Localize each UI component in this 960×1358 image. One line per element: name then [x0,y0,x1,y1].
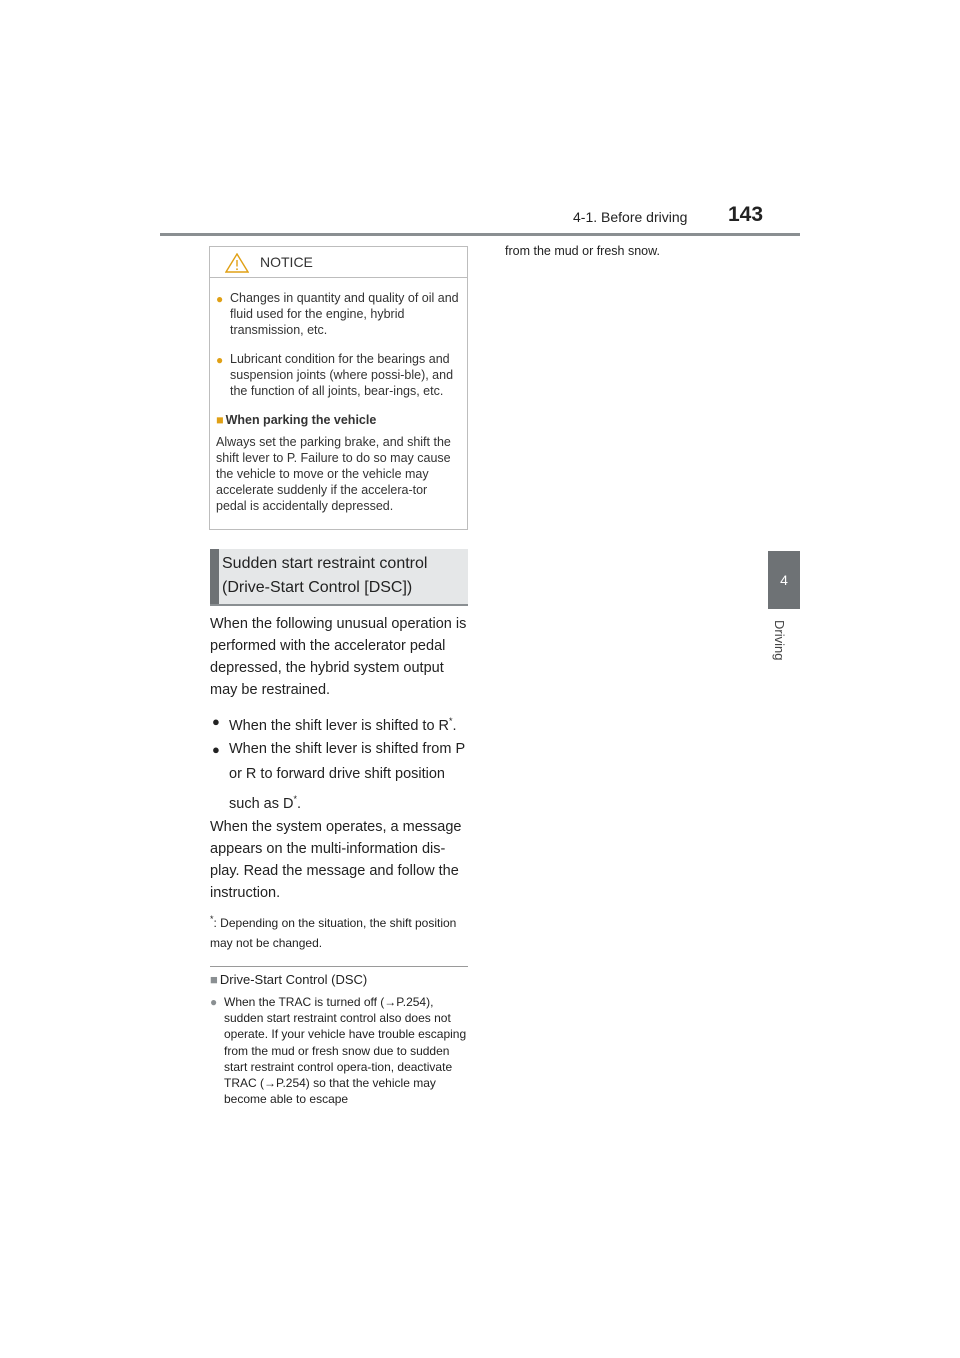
bullet-text: When the shift lever is shifted from P or R to forward drive shift position such as D [229,741,465,812]
section-heading-text [222,552,427,600]
notice-paragraph: Always set the parking brake, and shift the shift lever to P. Failure to do so may cause the vehicle to move or the vehicle may accelerate suddenly if the accelera-tor pedal is accidentally depressed. [216,435,451,513]
footnote [210,909,472,953]
bullet-dot-icon: ● [216,353,224,367]
chapter-tab: 4 [768,551,800,609]
warning-triangle-icon [225,253,249,273]
list-item [216,351,461,399]
section-heading [210,549,468,606]
dsc-paragraph [210,994,472,1107]
continued-text: from the mud or fresh snow. [505,244,660,258]
bullet-end: . [297,795,302,812]
intro-paragraph: When the following unusual operation is performed with the accelerator pedal depressed, the hybrid system output may be restrained. [210,616,467,698]
bullet-text: When the shift lever is shifted to R [229,717,450,734]
footnote-mark: * [210,914,214,924]
notice-header [210,247,467,278]
page-number: 143 [728,203,764,226]
heading-line-1: Sudden start restraint control [222,555,428,572]
divider [210,966,468,967]
section-title: 4-1. Before driving [573,209,688,225]
notice-item-text: Lubricant condition for the bearings and suspension joints (where possi-ble), and the function of all joints, bear-ings, etc. [230,352,454,398]
dsc-heading [210,972,367,987]
chapter-label [764,620,804,680]
list-item [210,709,470,739]
list-item [216,290,461,338]
footnote-text: : Depending on the situation, the shift position may not be changed. [210,916,457,950]
bullet-end: . [452,717,457,734]
list-item [210,737,470,817]
bullet-dot-icon: ● [212,742,220,757]
notice-title: NOTICE [260,254,313,270]
dsc-heading-text: Drive-Start Control (DSC) [219,972,368,987]
header-rule [160,233,800,236]
bullet-dot-icon: ● [210,995,218,1009]
footnote-mark: * [449,716,453,726]
notice-subheading-text: When parking the vehicle [225,413,377,427]
dsc-paragraph-text: When the TRAC is turned off (→P.254), sudden start restraint control also does not operate. If your vehicle have trouble escaping from the mud or fresh snow due to sudden start restraint control opera-tion, deactivate TRAC (→P.254) so that the vehicle may become able to escape [224,995,467,1107]
operation-paragraph: When the system operates, a message appears on the multi-information dis-play. Read the message and follow the instruction. [210,819,462,901]
chapter-label-text: Driving [772,620,787,661]
footnote-mark: * [293,794,297,804]
bullet-dot-icon: ● [212,714,220,729]
notice-item-text: Changes in quantity and quality of oil and fluid used for the engine, hybrid transmission, etc. [230,291,459,337]
heading-accent-bar [210,549,219,604]
square-bullet-icon: ■ [216,413,224,427]
notice-box [209,246,468,530]
bullet-dot-icon: ● [216,292,224,306]
square-bullet-icon: ■ [210,972,218,987]
notice-body [210,278,467,514]
heading-line-2: (Drive-Start Control [DSC]) [222,579,413,596]
notice-subheading [216,412,461,428]
